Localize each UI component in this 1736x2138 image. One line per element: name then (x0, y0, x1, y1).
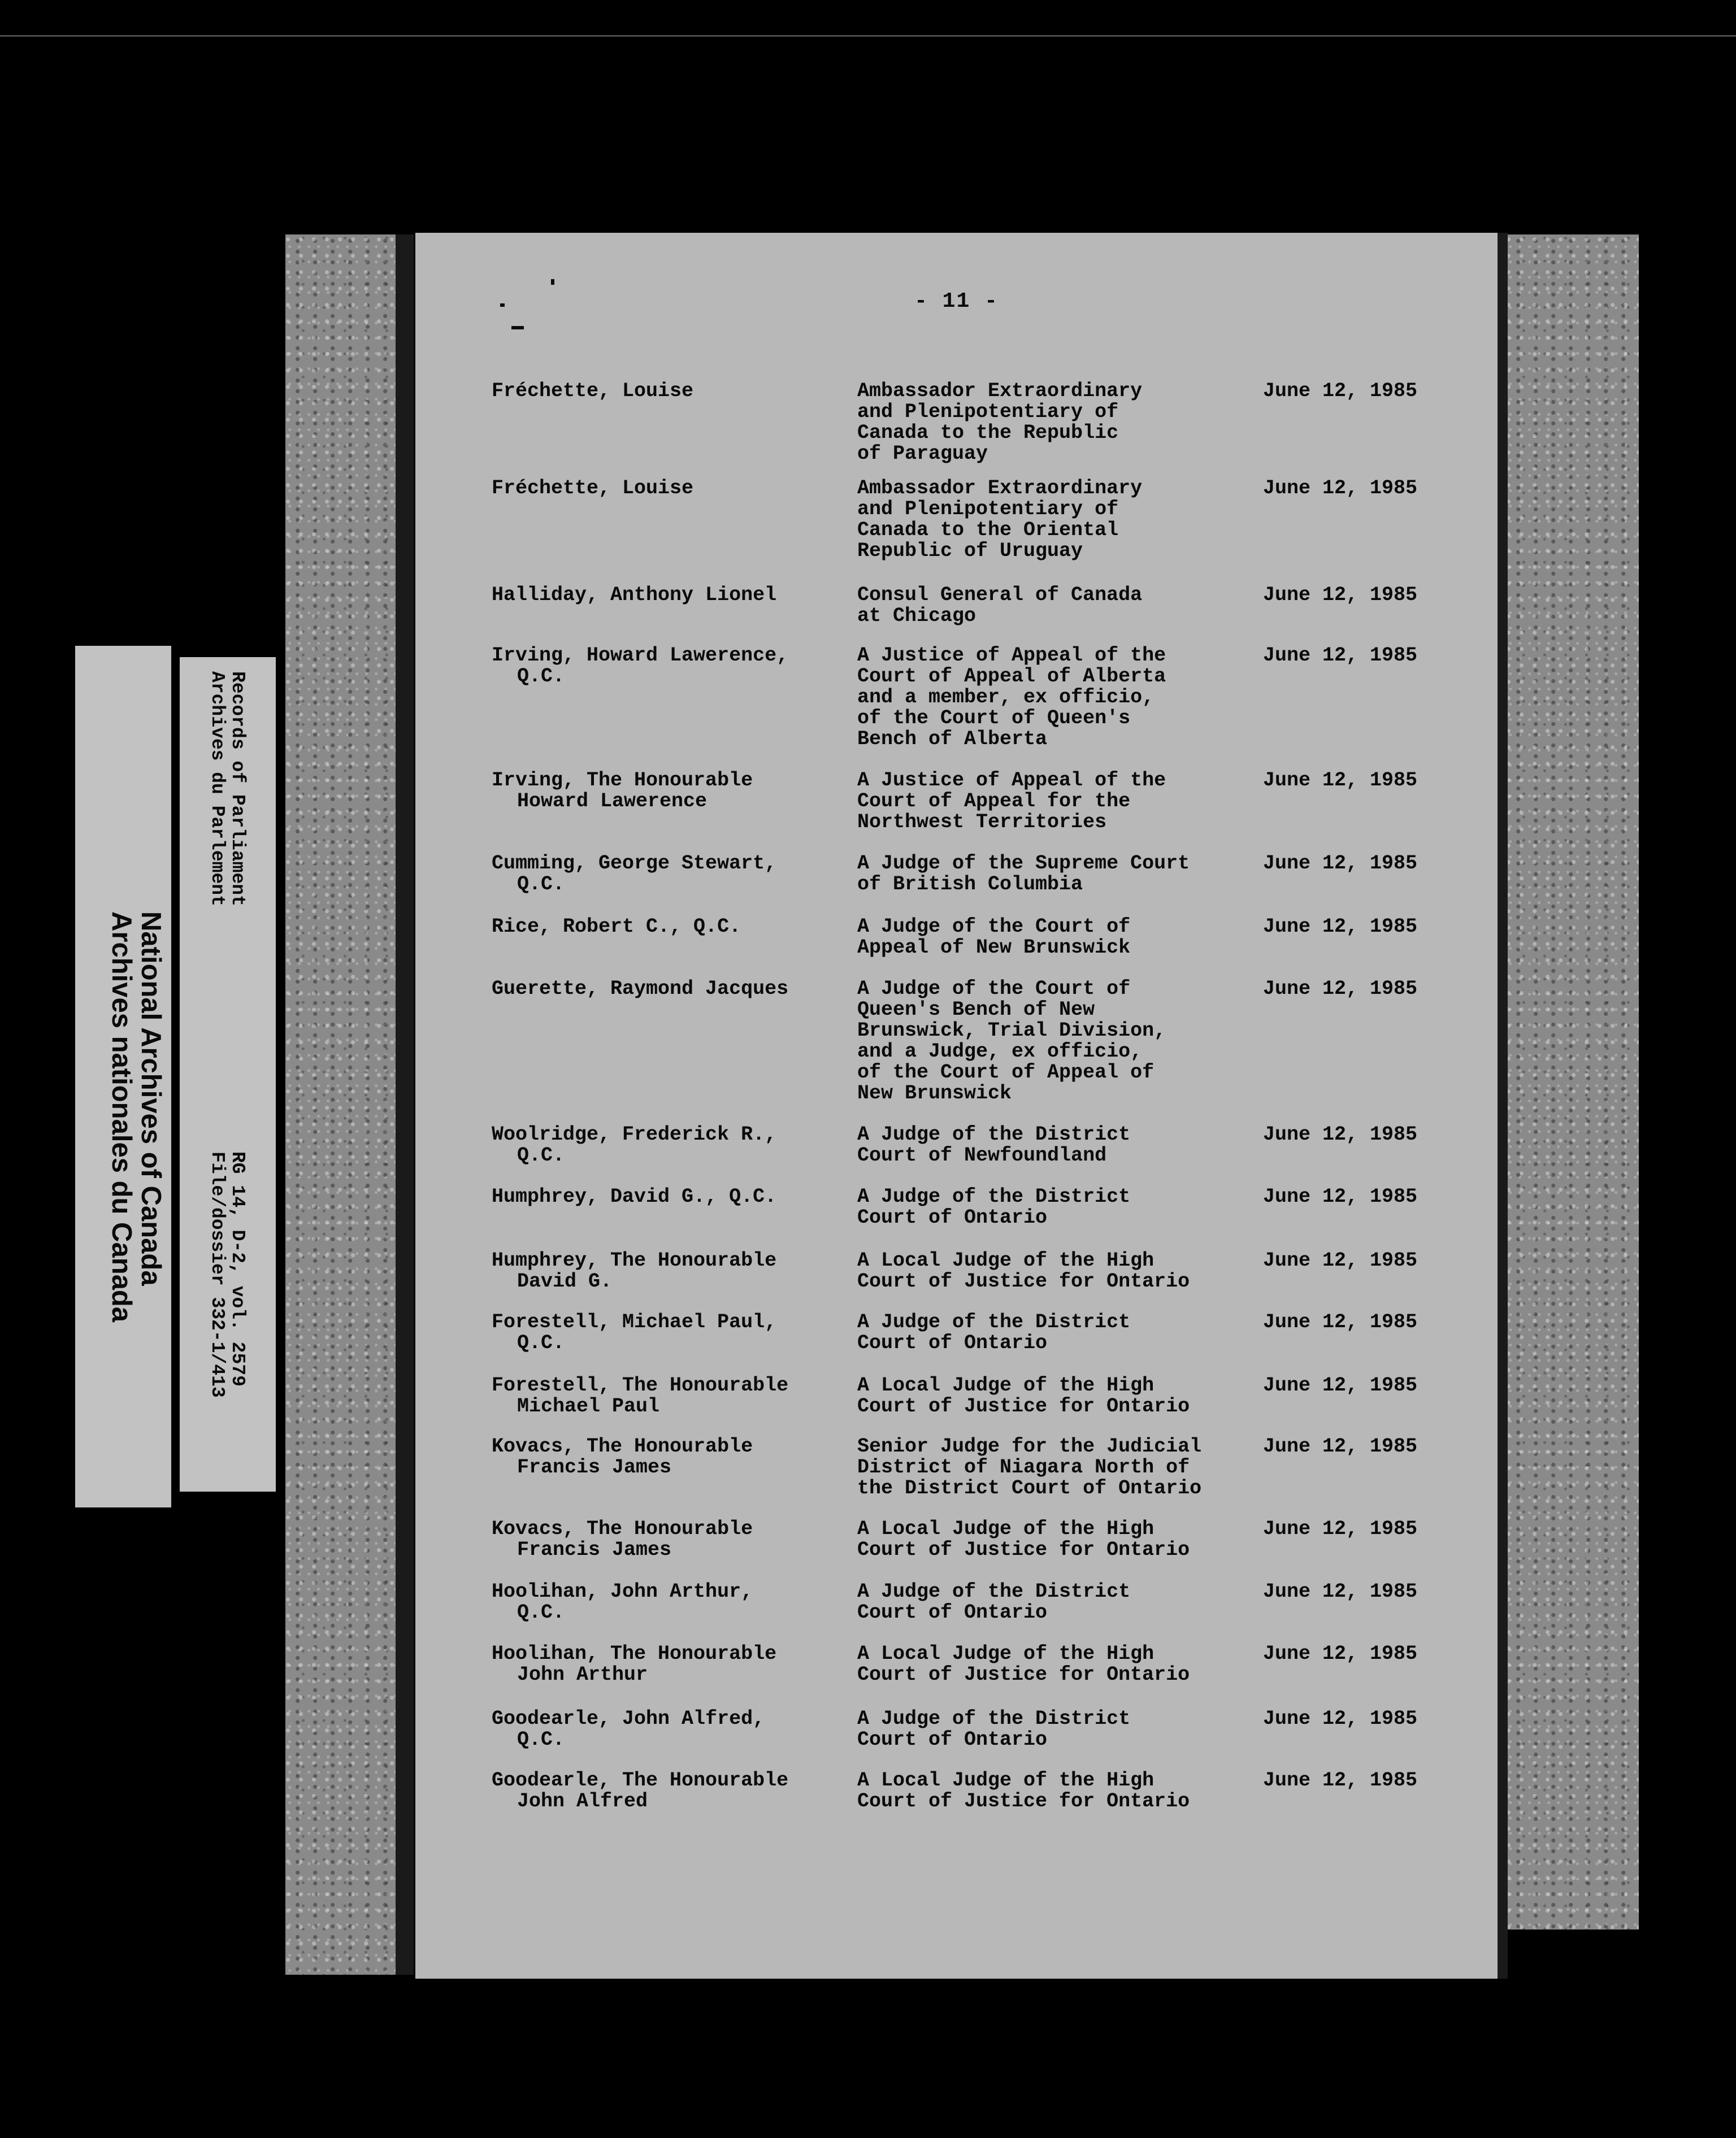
appointment-position (857, 979, 1264, 1104)
reference-volume: RG 14, D-2, vol. 2579 (227, 1151, 248, 1387)
appointment-position-line: Court of Ontario (857, 1728, 1048, 1751)
appointment-position-line: of British Columbia (857, 873, 1083, 896)
appointment-date: June 12, 1985 (1263, 477, 1418, 499)
appointment-position (857, 478, 1264, 562)
page-gutter-right (1496, 233, 1508, 1979)
appointee-name-line: Michael Paul (517, 1395, 660, 1418)
appointee-name-line: Forestell, The Honourable (492, 1374, 789, 1397)
appointee-name-line: Q.C. (517, 1601, 565, 1624)
appointment-position-line: A Judge of the District (857, 1707, 1131, 1730)
appointee-name (492, 1709, 842, 1750)
appointment-position-line: A Local Judge of the High (857, 1769, 1155, 1792)
appointment-position-line: and a Judge, ex officio, (857, 1040, 1143, 1063)
appointment-position-line: A Judge of the Supreme Court (857, 852, 1190, 875)
page-gutter-left (396, 234, 414, 1975)
appointee-name-line: Cumming, George Stewart, (492, 852, 777, 875)
appointee-name-line: Q.C. (517, 1728, 565, 1751)
appointment-position-line: and a member, ex officio, (857, 686, 1155, 709)
appointment-date: June 12, 1985 (1263, 1580, 1418, 1603)
appointee-name (492, 1187, 842, 1207)
appointment-position (857, 1312, 1264, 1354)
appointment-date: June 12, 1985 (1263, 769, 1418, 792)
document-page (415, 233, 1498, 1979)
appointee-name-line: Humphrey, David G., Q.C. (492, 1185, 777, 1208)
appointment-position-line: Court of Newfoundland (857, 1144, 1107, 1167)
appointee-name-line: Francis James (517, 1456, 672, 1479)
appointment-date: June 12, 1985 (1263, 380, 1418, 402)
appointment-position-line: A Judge of the Court of (857, 977, 1131, 1000)
appointment-position-line: Court of Ontario (857, 1206, 1048, 1229)
appointment-position-line: of Paraguay (857, 442, 988, 465)
appointment-position-line: Court of Justice for Ontario (857, 1270, 1190, 1293)
appointee-name (492, 1312, 842, 1354)
appointee-name (492, 478, 842, 499)
appointment-position-line: Canada to the Republic (857, 421, 1119, 444)
appointee-name (492, 1375, 842, 1417)
appointment-position-line: A Justice of Appeal of the (857, 769, 1166, 792)
appointment-position-line: Canada to the Oriental (857, 519, 1119, 541)
records-label-fr: Archives du Parlement (207, 671, 228, 906)
appointment-position-line: Court of Justice for Ontario (857, 1663, 1190, 1686)
appointment-date: June 12, 1985 (1263, 977, 1418, 1000)
appointee-name-line: Q.C. (517, 1332, 565, 1354)
appointee-name (492, 1250, 842, 1292)
appointment-position-line: Appeal of New Brunswick (857, 936, 1131, 959)
appointment-position-line: Court of Appeal for the (857, 790, 1131, 812)
appointee-name-line: Rice, Robert C., Q.C. (492, 915, 741, 938)
appointee-name-line: John Arthur (517, 1663, 648, 1686)
appointment-date: June 12, 1985 (1263, 1311, 1418, 1333)
appointment-position (857, 853, 1264, 895)
appointment-date: June 12, 1985 (1263, 852, 1418, 875)
appointment-position-line: Court of Appeal of Alberta (857, 665, 1166, 688)
appointee-name-line: Woolridge, Frederick R., (492, 1123, 777, 1146)
appointee-name-line: Hoolihan, The Honourable (492, 1642, 777, 1665)
appointment-position-line: Senior Judge for the Judicial (857, 1435, 1202, 1458)
appointment-position-line: A Local Judge of the High (857, 1518, 1155, 1540)
appointee-name (492, 979, 842, 1000)
appointment-position-line: Consul General of Canada (857, 584, 1143, 606)
appointee-name-line: Irving, Howard Lawerence, (492, 644, 789, 667)
appointment-date: June 12, 1985 (1263, 1185, 1418, 1208)
appointment-position-line: and Plenipotentiary of (857, 401, 1119, 423)
appointee-name-line: Fréchette, Louise (492, 477, 694, 499)
appointment-position (857, 1770, 1264, 1812)
appointment-position (857, 1436, 1264, 1499)
appointee-name (492, 645, 842, 687)
appointment-position-line: of the Court of Appeal of (857, 1061, 1155, 1084)
appointee-name-line: Fréchette, Louise (492, 380, 694, 402)
appointment-position-line: Brunswick, Trial Division, (857, 1019, 1166, 1042)
appointment-date: June 12, 1985 (1263, 1374, 1418, 1397)
page-number: - 11 - (914, 289, 999, 314)
appointment-position-line: A Judge of the District (857, 1123, 1131, 1146)
appointment-position-line: Court of Justice for Ontario (857, 1395, 1190, 1418)
appointment-position-line: Court of Ontario (857, 1601, 1048, 1624)
appointee-name-line: Francis James (517, 1539, 672, 1561)
archives-name-fr: Archives nationales du Canada (106, 911, 137, 1323)
appointment-position-line: of the Court of Queen's (857, 707, 1131, 729)
appointee-name-line: Howard Lawerence (517, 790, 708, 812)
appointment-position (857, 585, 1264, 627)
records-label-en: Records of Parliament (227, 671, 248, 906)
appointment-position-line: Ambassador Extraordinary (857, 380, 1143, 402)
scanned-margin-left (285, 234, 398, 1975)
appointee-name-line: Irving, The Honourable (492, 769, 753, 792)
appointment-position (857, 1124, 1264, 1166)
appointee-name (492, 916, 842, 937)
appointment-position-line: Court of Ontario (857, 1332, 1048, 1354)
appointee-name-line: Q.C. (517, 873, 565, 896)
appointee-name (492, 381, 842, 402)
appointee-name-line: David G. (517, 1270, 613, 1293)
appointment-position-line: A Local Judge of the High (857, 1249, 1155, 1272)
appointee-name-line: Kovacs, The Honourable (492, 1518, 753, 1540)
appointment-date: June 12, 1985 (1263, 1249, 1418, 1272)
appointment-position-line: Court of Justice for Ontario (857, 1790, 1190, 1813)
appointment-position-line: at Chicago (857, 605, 976, 627)
appointment-position (857, 770, 1264, 833)
appointment-position-line: Bench of Alberta (857, 728, 1048, 750)
appointee-name (492, 1519, 842, 1561)
appointee-name-line: Goodearle, The Honourable (492, 1769, 789, 1792)
appointment-position (857, 1581, 1264, 1623)
appointment-position-line: New Brunswick (857, 1082, 1012, 1105)
appointee-name (492, 1644, 842, 1685)
appointee-name-line: Guerette, Raymond Jacques (492, 977, 789, 1000)
appointee-name-line: Kovacs, The Honourable (492, 1435, 753, 1458)
appointment-position (857, 1709, 1264, 1750)
appointment-position (857, 1644, 1264, 1685)
appointee-name (492, 1770, 842, 1812)
archives-name-en: National Archives of Canada (136, 911, 166, 1286)
appointment-date: June 12, 1985 (1263, 644, 1418, 667)
appointment-position (857, 645, 1264, 750)
appointment-position (857, 1187, 1264, 1228)
appointee-name (492, 853, 842, 895)
scan-speck (511, 326, 524, 329)
appointee-name-line: Q.C. (517, 665, 565, 688)
appointment-date: June 12, 1985 (1263, 584, 1418, 606)
appointment-position (857, 1519, 1264, 1561)
appointment-date: June 12, 1985 (1263, 915, 1418, 938)
reference-file: File/dossier 332-1/413 (207, 1151, 228, 1398)
appointment-position-line: Queen's Bench of New (857, 998, 1095, 1021)
appointee-name-line: Halliday, Anthony Lionel (492, 584, 777, 606)
appointment-position (857, 916, 1264, 958)
appointment-position-line: A Justice of Appeal of the (857, 644, 1166, 667)
appointment-position-line: Ambassador Extraordinary (857, 477, 1143, 499)
appointment-position-line: Republic of Uruguay (857, 540, 1083, 562)
appointment-position (857, 1375, 1264, 1417)
appointee-name (492, 1124, 842, 1166)
appointee-name (492, 1436, 842, 1478)
appointment-date: June 12, 1985 (1263, 1642, 1418, 1665)
appointee-name-line: Humphrey, The Honourable (492, 1249, 777, 1272)
appointment-position-line: Northwest Territories (857, 811, 1107, 833)
scan-top-line (0, 35, 1736, 37)
records-reference-label (180, 657, 276, 1492)
appointment-position-line: A Local Judge of the High (857, 1642, 1155, 1665)
appointee-name (492, 770, 842, 812)
appointment-position-line: A Judge of the District (857, 1580, 1131, 1603)
scanned-margin-right (1506, 234, 1639, 1930)
appointment-position-line: District of Niagara North of (857, 1456, 1190, 1479)
appointee-name (492, 585, 842, 606)
archives-stamp-label (75, 646, 171, 1507)
appointee-name-line: Forestell, Michael Paul, (492, 1311, 777, 1333)
appointment-position-line: and Plenipotentiary of (857, 498, 1119, 520)
appointment-position-line: A Judge of the Court of (857, 915, 1131, 938)
appointment-position-line: A Judge of the District (857, 1185, 1131, 1208)
appointment-date: June 12, 1985 (1263, 1435, 1418, 1458)
appointee-name-line: Goodearle, John Alfred, (492, 1707, 765, 1730)
appointment-date: June 12, 1985 (1263, 1123, 1418, 1146)
appointment-date: June 12, 1985 (1263, 1518, 1418, 1540)
appointment-date: June 12, 1985 (1263, 1707, 1418, 1730)
appointment-position-line: Court of Justice for Ontario (857, 1539, 1190, 1561)
appointment-date: June 12, 1985 (1263, 1769, 1418, 1792)
appointment-position (857, 1250, 1264, 1292)
scan-speck (551, 279, 554, 285)
appointee-name (492, 1581, 842, 1623)
appointee-name-line: Hoolihan, John Arthur, (492, 1580, 753, 1603)
appointment-position-line: A Judge of the District (857, 1311, 1131, 1333)
appointment-position-line: the District Court of Ontario (857, 1477, 1202, 1500)
appointment-position (857, 381, 1264, 464)
appointee-name-line: John Alfred (517, 1790, 648, 1813)
appointee-name-line: Q.C. (517, 1144, 565, 1167)
appointment-position-line: A Local Judge of the High (857, 1374, 1155, 1397)
